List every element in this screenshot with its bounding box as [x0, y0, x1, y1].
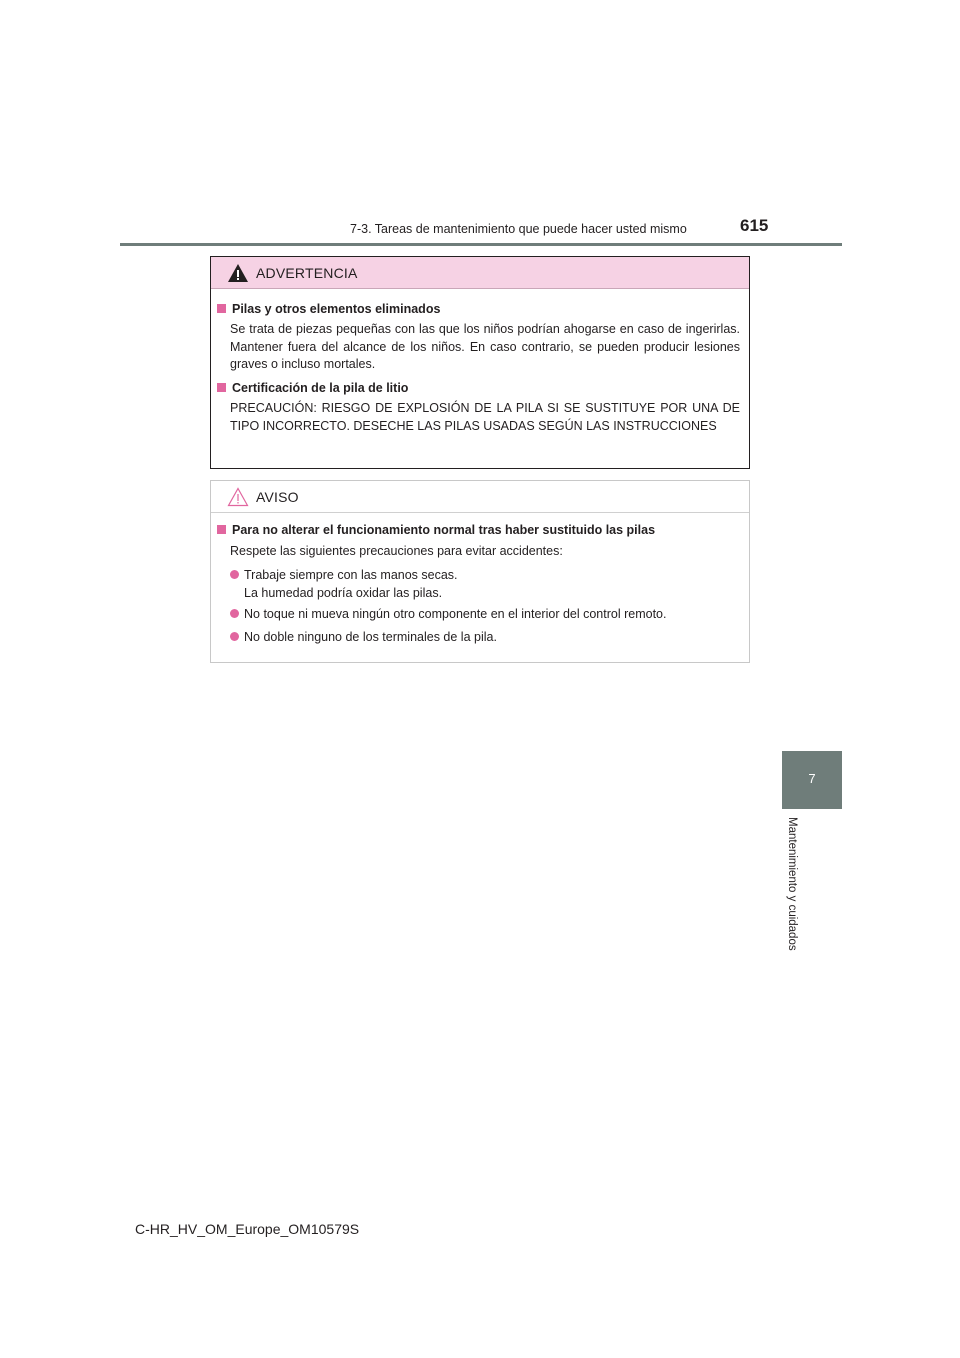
- notice-bullet: [230, 567, 740, 602]
- notice-bullet-text: Trabaje siempre con las manos secas.: [244, 568, 458, 582]
- warning-triangle-icon: [227, 263, 249, 288]
- header-rule: [120, 243, 842, 246]
- page-number: 615: [740, 216, 769, 235]
- chapter-number: 7: [808, 771, 816, 786]
- notice-bullet-text: No doble ninguno de los terminales de la pila.: [244, 630, 497, 644]
- page-header-title: 7-3. Tareas de mantenimiento que puede hacer usted mismo: [350, 222, 687, 236]
- pink-square-bullet: [217, 525, 226, 534]
- notice-intro: Respete las siguientes precauciones para evitar accidentes:: [230, 544, 563, 558]
- notice-bullet-continuation: La humedad podría oxidar las pilas.: [244, 585, 443, 600]
- caution-triangle-outline-icon: [227, 487, 249, 512]
- pink-dot-bullet: [230, 609, 239, 618]
- notice-heading: [217, 523, 655, 537]
- warning-box: [210, 256, 750, 469]
- pink-square-bullet: [217, 383, 226, 392]
- chapter-tab: [782, 751, 842, 809]
- notice-bullet-text: No toque ni mueva ningún otro componente en el interior del control remoto.: [244, 607, 667, 621]
- warning-title: ADVERTENCIA: [256, 265, 358, 281]
- chapter-title: Mantenimiento y cuidados: [786, 817, 798, 951]
- notice-box: [210, 480, 750, 663]
- warning-section-heading-text: Pilas y otros elementos eliminados: [232, 302, 441, 316]
- notice-bullet: [230, 606, 740, 624]
- notice-bullet: [230, 629, 740, 647]
- pink-dot-bullet: [230, 632, 239, 641]
- warning-section-heading: [217, 302, 440, 316]
- notice-box-header: [211, 481, 749, 513]
- pink-dot-bullet: [230, 570, 239, 579]
- pink-square-bullet: [217, 304, 226, 313]
- footer-doc-code: C-HR_HV_OM_Europe_OM10579S: [135, 1221, 360, 1237]
- warning-section-text: PRECAUCIÓN: RIESGO DE EXPLOSIÓN DE LA PILA SI SE SUSTITUYE POR UNA DE TIPO INCORRECTO. DESECHE LAS PILAS USADAS SEGÚN LAS INSTRUCCIONES: [230, 401, 740, 433]
- warning-box-header: [211, 257, 749, 289]
- warning-section-heading-text: Certificación de la pila de litio: [232, 381, 409, 395]
- warning-section-text: Se trata de piezas pequeñas con las que los niños podrían ahogarse en caso de ingerirlas. Mantener fuera del alcance de los niños. En caso contrario, se pueden producir lesiones graves o incluso mortales.: [230, 322, 740, 371]
- notice-heading-text: Para no alterar el funcionamiento normal tras haber sustituido las pilas: [232, 523, 656, 537]
- notice-title: AVISO: [256, 489, 299, 505]
- warning-section-heading: [217, 381, 408, 395]
- chapter-side-label: [782, 809, 842, 974]
